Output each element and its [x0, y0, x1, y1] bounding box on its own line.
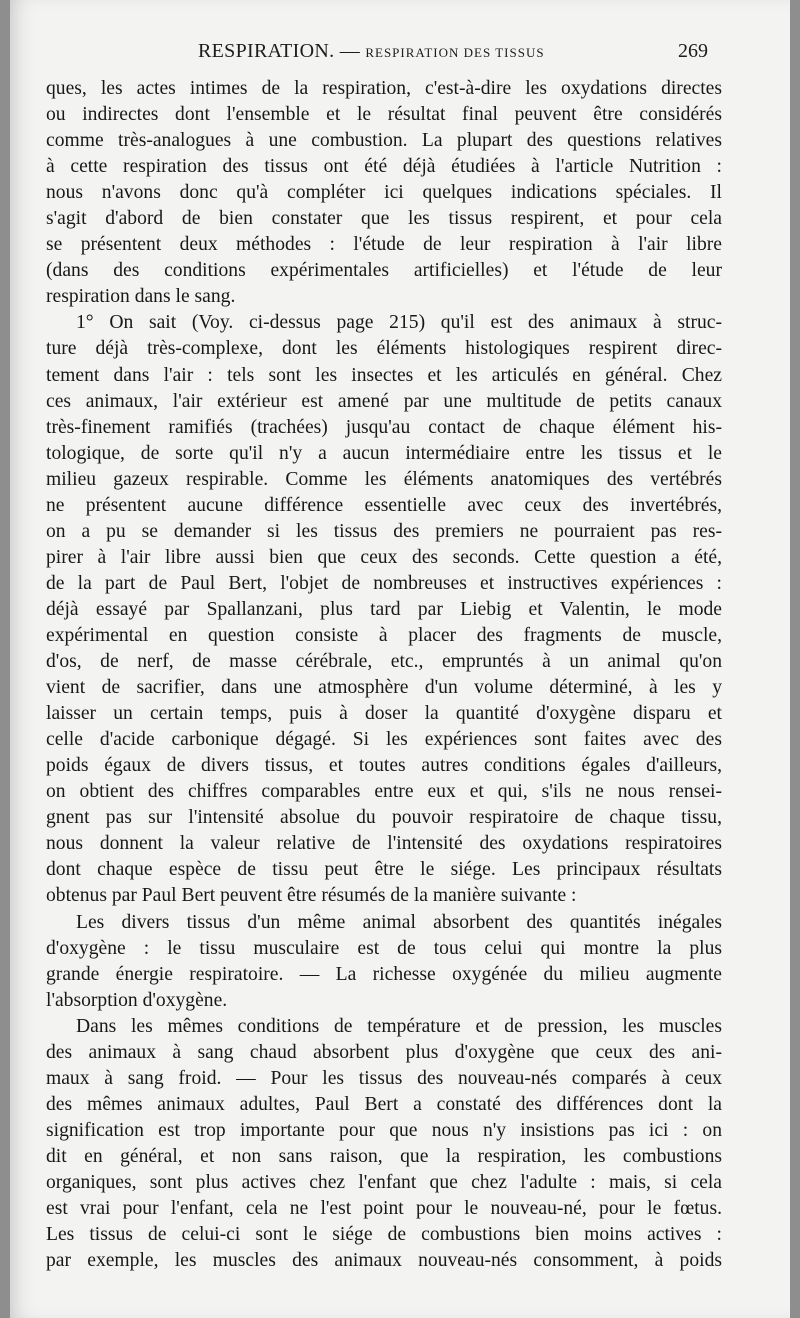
text-line: milieu gazeux respirable. Comme les éléments anatomiques des vertébrés: [46, 468, 722, 490]
text-line: (dans des conditions expérimentales artificielles) et l'étude de leur: [46, 260, 722, 282]
header-title: RESPIRATION.: [198, 40, 335, 62]
text-line: organiques, sont plus actives chez l'enfant que chez l'adulte : mais, si cela: [46, 1171, 722, 1193]
text-line: on a pu se demander si les tissus des premiers ne pourraient pas res-: [46, 520, 722, 542]
text-line: laisser un certain temps, puis à doser la quantité d'oxygène disparu et: [46, 703, 722, 725]
text-line: signification est trop importante pour que nous n'y insistions pas ici : on: [46, 1119, 722, 1141]
text-line: poids égaux de divers tissus, et toutes autres conditions égales d'ailleurs,: [46, 755, 722, 777]
header-dash: —: [339, 40, 361, 62]
header-subtitle: RESPIRATION DES TISSUS: [365, 45, 545, 60]
text-line: d'oxygène : le tissu musculaire est de tous celui qui montre la plus: [46, 937, 722, 959]
page-number: 269: [678, 40, 708, 62]
text-line: se présentent deux méthodes : l'étude de leur respiration à l'air libre: [46, 234, 722, 256]
text-line: nous n'avons donc qu'à compléter ici quelques indications spéciales. Il: [46, 182, 722, 204]
text-line: très-finement ramifiés (trachées) jusqu'au contact de chaque élément his-: [46, 416, 722, 438]
text-line: Dans les mêmes conditions de température et de pression, les muscles: [76, 1015, 722, 1037]
text-line: ne présentent aucune différence essentielle avec ceux des invertébrés,: [46, 494, 722, 516]
text-line: à cette respiration des tissus ont été déjà étudiées à l'article Nutrition :: [46, 156, 722, 178]
text-line: par exemple, les muscles des animaux nouveau-nés consomment, à poids: [46, 1250, 722, 1272]
text-line: l'absorption d'oxygène.: [46, 989, 228, 1011]
text-line: d'os, de nerf, de masse cérébrale, etc., empruntés à un animal qu'on: [46, 651, 722, 673]
text-line: 1° On sait (Voy. ci-dessus page 215) qu'il est des animaux à struc-: [76, 312, 722, 334]
text-line: de la part de Paul Bert, l'objet de nombreuses et instructives expériences :: [46, 572, 722, 594]
text-line: expérimental en question consiste à placer des fragments de muscle,: [46, 624, 722, 646]
book-page: [10, 0, 790, 1318]
text-line: dit en général, et non sans raison, que la respiration, les combustions: [46, 1145, 722, 1167]
text-line: grande énergie respiratoire. — La richesse oxygénée du milieu augmente: [46, 963, 722, 985]
text-line: ques, les actes intimes de la respiration, c'est-à-dire les oxydations directes: [46, 78, 722, 99]
text-line: Les divers tissus d'un même animal absorbent des quantités inégales: [76, 911, 722, 933]
text-line: Les tissus de celui-ci sont le siége de combustions bien moins actives :: [46, 1224, 722, 1246]
text-line: des animaux à sang chaud absorbent plus d'oxygène que ceux des ani-: [46, 1041, 722, 1063]
running-title: [198, 40, 545, 63]
text-line: tologique, de sorte qu'il n'y a aucun intermédiaire entre les tissus et le: [46, 442, 722, 464]
text-line: ou indirectes dont l'ensemble et le résultat final peuvent être considérés: [46, 104, 722, 126]
text-line: maux à sang froid. — Pour les tissus des nouveau-nés comparés à ceux: [46, 1067, 722, 1089]
running-header: [10, 40, 790, 70]
text-line: pirer à l'air libre aussi bien que ceux des seconds. Cette question a été,: [46, 546, 722, 568]
body-text: [46, 76, 722, 1274]
text-line: ces animaux, l'air extérieur est amené par une multitude de petits canaux: [46, 390, 722, 412]
text-line: on obtient des chiffres comparables entre eux et qui, s'ils ne nous rensei-: [46, 781, 722, 803]
text-line: gnent pas sur l'intensité absolue du pouvoir respiratoire de chaque tissu,: [46, 807, 722, 829]
text-line: nous donnent la valeur relative de l'intensité des oxydations respiratoires: [46, 833, 722, 855]
text-line: dont chaque espèce de tissu peut être le siége. Les principaux résultats: [46, 859, 722, 881]
text-line: comme très-analogues à une combustion. La plupart des questions relatives: [46, 130, 722, 152]
text-line: tement dans l'air : tels sont les insectes et les articulés en général. Chez: [46, 364, 722, 386]
text-line: celle d'acide carbonique dégagé. Si les expériences sont faites avec des: [46, 729, 722, 751]
text-line: ture déjà très-complexe, dont les éléments histologiques respirent direc-: [46, 338, 722, 360]
text-line: des mêmes animaux adultes, Paul Bert a constaté des différences dont la: [46, 1093, 722, 1115]
text-line: est vrai pour l'enfant, cela ne l'est point pour le nouveau-né, pour le fœtus.: [46, 1198, 722, 1220]
text-line: vient de sacrifier, dans une atmosphère d'un volume déterminé, à les y: [46, 677, 722, 699]
text-line: respiration dans le sang.: [46, 286, 236, 308]
text-line: obtenus par Paul Bert peuvent être résumés de la manière suivante :: [46, 885, 577, 907]
text-line: déjà essayé par Spallanzani, plus tard par Liebig et Valentin, le mode: [46, 598, 722, 620]
text-line: s'agit d'abord de bien constater que les tissus respirent, et pour cela: [46, 208, 722, 230]
